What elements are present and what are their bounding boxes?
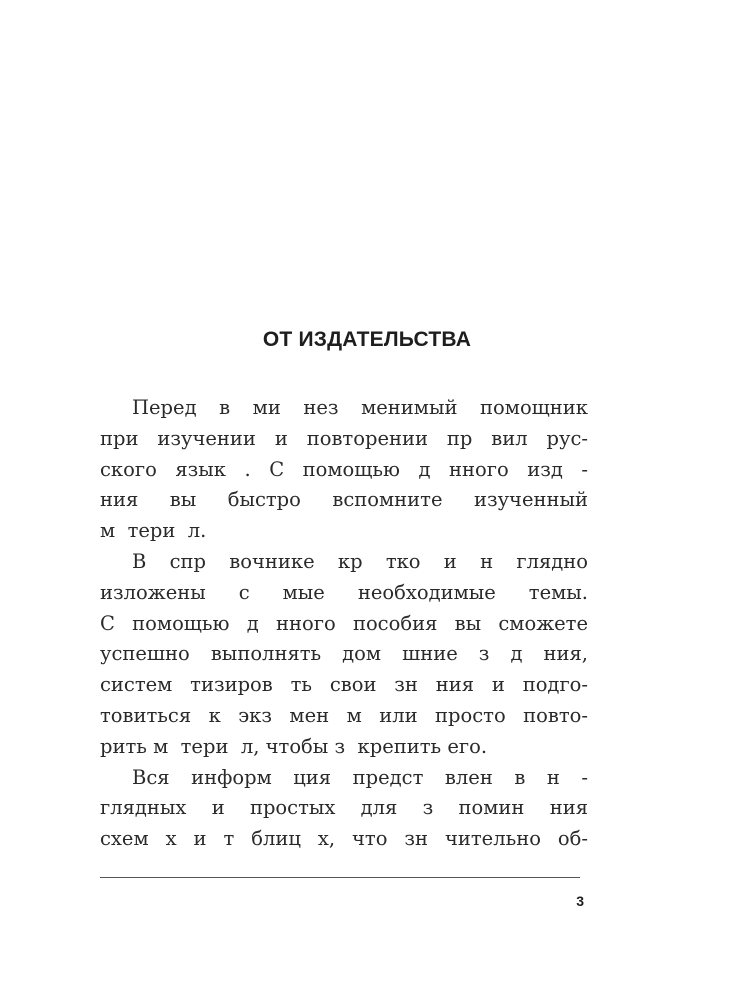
text-line: рить м тери л, чтобы з крепить его. bbox=[100, 734, 488, 758]
paragraph-3 bbox=[100, 763, 588, 855]
page-number: 3 bbox=[576, 893, 584, 909]
paragraph-1 bbox=[100, 393, 588, 547]
text-line: Перед в ми нез менимый помощник bbox=[132, 396, 588, 419]
footer-rule bbox=[100, 877, 580, 878]
text-line: успешно выполнять дом шние з д ния, bbox=[100, 642, 588, 666]
text-line: схем х и т блиц х, что зн чительно об- bbox=[100, 827, 588, 851]
section-heading: ОТ ИЗДАТЕЛЬСТВА bbox=[262, 328, 472, 351]
text-line: систем тизиров ть свои зн ния и подго- bbox=[100, 673, 588, 697]
text-line: С помощью д нного пособия вы сможете bbox=[100, 611, 588, 635]
text-line: В спр вочнике кр тко и н глядно bbox=[132, 549, 588, 573]
text-line: м тери л. bbox=[100, 519, 207, 543]
text-line: глядных и простых для з помин ния bbox=[100, 796, 588, 820]
text-line: при изучении и повторении пр вил рус- bbox=[100, 426, 588, 450]
text-line: ского язык . С помощью д нного изд - bbox=[100, 457, 588, 481]
text-line: ния вы быстро вспомните изученный bbox=[100, 488, 588, 512]
text-line: товиться к экз мен м или просто повто- bbox=[100, 703, 588, 727]
text-line: изложены с мые необходимые темы. bbox=[100, 580, 588, 604]
body-text bbox=[100, 393, 588, 855]
text-line: Вся информ ция предст влен в н - bbox=[132, 765, 588, 789]
paragraph-2 bbox=[100, 547, 588, 763]
